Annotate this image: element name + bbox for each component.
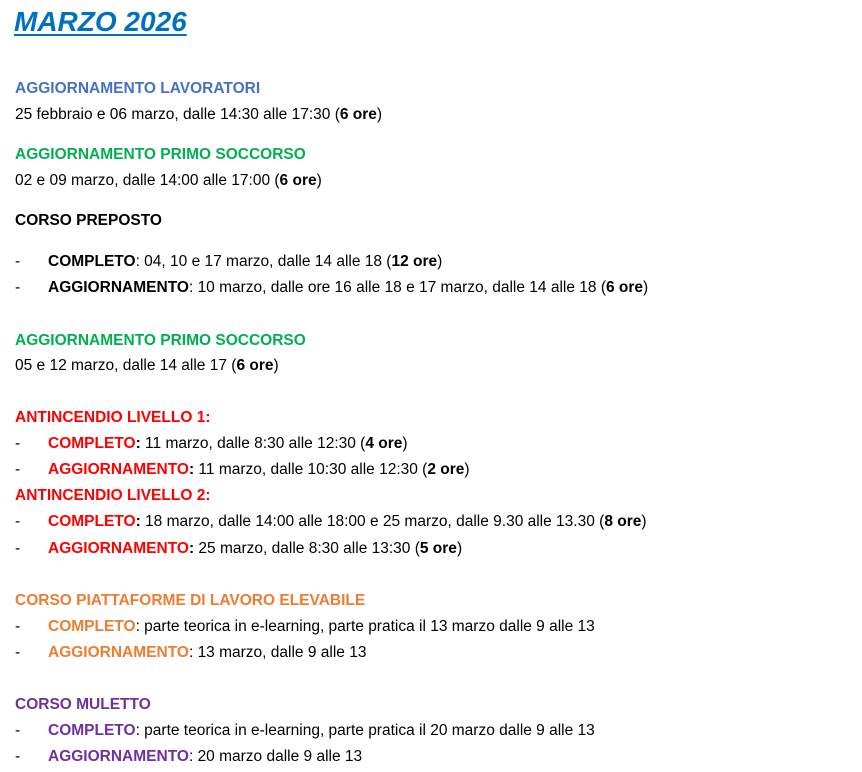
heading-aggiornamento-primo-soccorso-2: AGGIORNAMENTO PRIMO SOCCORSO [15,332,306,349]
heading-corso-muletto: CORSO MULETTO [15,696,151,713]
schedule-primo-soccorso-1: 02 e 09 marzo, dalle 14:00 alle 17:00 (6 ore) [15,172,322,189]
heading-aggiornamento-primo-soccorso-1: AGGIORNAMENTO PRIMO SOCCORSO [15,146,306,163]
schedule-primo-soccorso-2: 05 e 12 marzo, dalle 14 alle 17 (6 ore) [15,357,279,374]
heading-antincendio-livello-2: ANTINCENDIO LIVELLO 2: [15,487,211,504]
heading-aggiornamento-lavoratori: AGGIORNAMENTO LAVORATORI [15,80,261,97]
document-page: MARZO 2026 AGGIORNAMENTO LAVORATORI 25 febbraio e 06 marzo, dalle 14:30 alle 17:30 (6 ore) AGGIORNAMENTO PRIMO SOCCORSO 02 e 09 marzo, dalle 14:00 alle 17:00 (6 ore) CORSO PREPOSTO - COMPLETO: 04, 10 e 17 marzo, dalle 14 alle 18 (12 ore) - AGGIORNAMENTO: 10 marzo, dalle ore 16 alle 18 e 17 marzo, dalle 14 alle 18 (6 ore) AGGIORNAMENTO PRIMO SOCCORSO 05 e 12 marzo, dalle 14 alle 17 (6 ore) ANTINCENDIO LIVELLO 1: - COMPLETO: 11 marzo, dalle 8:30 alle 12:30 (4 ore) - AGGIORNAMENTO: 11 marzo, dalle 10:30 alle 12:30 (2 ore) ANTINCENDIO LIVELLO 2: - COMPLETO: 18 marzo, dalle 14:00 alle 18:00 e 25 marzo, dalle 9.30 alle 13.30 (8 ore) - AGGIORNAMENTO: 25 marzo, dalle 8:30 alle 13:30 (5 ore) CORSO PIATTAFORME DI LAVORO ELEVABILE - COMPLETO: parte teorica in e-learning, parte pratica il 13 marzo dalle 9 alle 13 - AGGIORNAMENTO: 13 marzo, dalle 9 alle 13 CORSO MULETTO - COMPLETO: parte teorica in e-learning, parte pratica il 20 marzo dalle 9 alle 13 - AGGIORNAMENTO: 20 marzo dalle 9 alle 13 [14,6,649,765]
heading-corso-preposto: CORSO PREPOSTO [15,212,162,229]
schedule-aggiornamento-lavoratori: 25 febbraio e 06 marzo, dalle 14:30 alle 17:30 (6 ore) [15,106,383,123]
heading-corso-piattaforme: CORSO PIATTAFORME DI LAVORO ELEVABILE [15,592,366,609]
page-title: MARZO 2026 [14,6,187,37]
heading-antincendio-livello-1: ANTINCENDIO LIVELLO 1: [15,409,211,426]
